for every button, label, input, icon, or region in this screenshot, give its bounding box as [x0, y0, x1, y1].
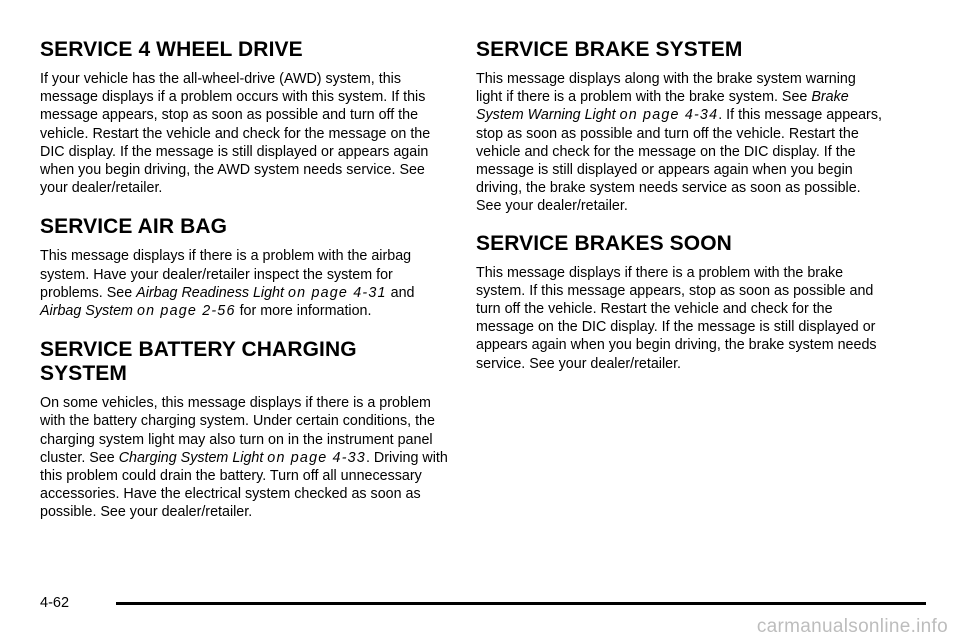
- watermark: carmanualsonline.info: [756, 616, 948, 637]
- ref-label: Charging System Light: [118, 449, 268, 466]
- right-column: [476, 38, 884, 385]
- section-title-service-4-wheel-drive: SERVICE 4 WHEEL DRIVE: [40, 38, 303, 61]
- ref-page: on page 4-31: [287, 284, 387, 301]
- body-text: for more information.: [235, 303, 372, 320]
- cross-reference-airbag-system[interactable]: [40, 303, 236, 319]
- cross-reference-airbag-readiness-light[interactable]: [136, 285, 386, 301]
- footer-rule: [116, 602, 926, 605]
- body-text: This message displays if there is a problem with the airbag system. Have your dealer/retailer inspect the system for problems. See: [40, 248, 412, 301]
- section-title-service-brake-system: SERVICE BRAKE SYSTEM: [476, 38, 743, 61]
- ref-page: on page 4-34: [619, 107, 719, 124]
- ref-label: Brake System Warning Light: [476, 89, 849, 124]
- ref-label: Airbag System: [40, 303, 137, 320]
- body-text: On some vehicles, this message displays if there is a problem with the battery charging system. Under certain conditions, the charging system light may also turn on in the instrument panel cluster. See: [40, 395, 435, 466]
- section-body-service-air-bag: [40, 247, 448, 320]
- section-body-service-battery-charging-system: [40, 394, 448, 521]
- ref-page: on page 4-33: [267, 449, 366, 466]
- section-title-service-air-bag: SERVICE AIR BAG: [40, 215, 228, 239]
- section-body-service-4-wheel-drive: If your vehicle has the all-wheel-drive (AWD) system, this message displays if a problem occurs with this system. If this message appears, stop as soon as possible and turn off the vehicle. Restart the vehicle and check for the message on the DIC display. If the message is still displayed or appears again when you begin driving, the AWD system needs service. See your dealer/retailer.: [40, 71, 431, 197]
- left-column: [40, 38, 448, 534]
- page-number: 4-62: [40, 595, 70, 611]
- ref-page: on page 2-56: [136, 303, 236, 320]
- body-text: . If this message appears, stop as soon as possible and turn off the vehicle. Restart the vehicle and check for the message on the DIC display. If the message is still displayed or appears again when you begin driving, the brake system needs service as soon as possible. See your dealer/retailer.: [476, 107, 882, 215]
- body-text: This message displays along with the brake system warning light if there is a problem with the brake system. See: [476, 71, 856, 106]
- body-text: . Driving with this problem could drain the battery. Turn off all unnecessary accessories. Have the electrical system checked as soon as possible. See your dealer/retailer.: [40, 449, 448, 521]
- page-footer: [40, 592, 890, 614]
- body-text: and: [386, 284, 415, 301]
- section-body-service-brakes-soon: This message displays if there is a problem with the brake system. If this message appears, stop as soon as possible and turn off the vehicle. Restart the vehicle and check for the message on the DIC display. If the message is still displayed or appears again when you begin driving, the brake system needs service. See your dealer/retailer.: [476, 264, 877, 372]
- ref-label: Airbag Readiness Light: [136, 284, 288, 301]
- section-title-service-brakes-soon: SERVICE BRAKES SOON: [476, 231, 732, 255]
- cross-reference-charging-system-light[interactable]: [119, 450, 366, 466]
- section-title-service-battery-charging-system: SERVICE BATTERY CHARGING SYSTEM: [40, 338, 357, 386]
- section-body-service-brake-system: [476, 70, 884, 216]
